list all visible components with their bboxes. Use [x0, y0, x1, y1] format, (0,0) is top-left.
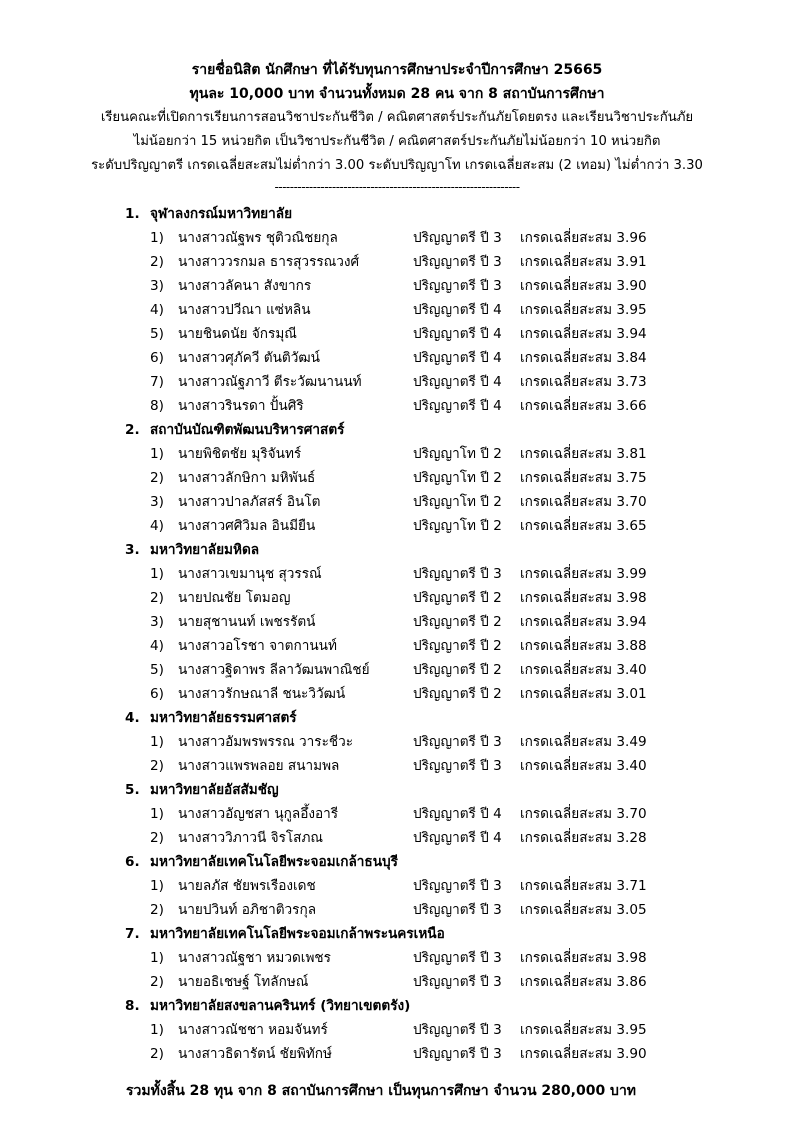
student-gpa: เกรดเฉลี่ยสะสม 3.84	[520, 350, 647, 366]
student-gpa: เกรดเฉลี่ยสะสม 3.98	[520, 950, 647, 966]
student-name: นายอธิเชษฐ์ โทลักษณ์	[178, 974, 309, 990]
student-name: นางสาวอโรชา จาตกานนท์	[178, 638, 337, 654]
student-degree: ปริญญาตรี ปี 4	[413, 830, 502, 846]
student-index: 5)	[150, 662, 164, 678]
institution-heading	[0, 994, 794, 1018]
institution-name: มหาวิทยาลัยธรรมศาสตร์	[150, 710, 297, 726]
institution-name: จุฬาลงกรณ์มหาวิทยาลัย	[150, 206, 293, 222]
student-gpa: เกรดเฉลี่ยสะสม 3.81	[520, 446, 647, 462]
student-row	[0, 274, 794, 298]
student-row	[0, 682, 794, 706]
student-degree: ปริญญาตรี ปี 2	[413, 614, 502, 630]
student-degree: ปริญญาตรี ปี 2	[413, 662, 502, 678]
student-degree: ปริญญาโท ปี 2	[413, 518, 502, 534]
student-name: นายชินดนัย จักรมุณี	[178, 326, 297, 342]
student-row	[0, 610, 794, 634]
student-gpa: เกรดเฉลี่ยสะสม 3.66	[520, 398, 647, 414]
student-row	[0, 898, 794, 922]
student-name: นางสาวรักษณาลี ชนะวิวัฒน์	[178, 686, 346, 702]
student-degree: ปริญญาตรี ปี 4	[413, 302, 502, 318]
student-name: นางสาวแพรพลอย สนามพล	[178, 758, 340, 774]
criteria-line: ไม่น้อยกว่า 15 หน่วยกิต เป็นวิชาประกันชีวิต / คณิตศาสตร์ประกันภัยไม่น้อยกว่า 10 หน่วยกิต	[133, 134, 661, 149]
student-degree: ปริญญาตรี ปี 3	[413, 566, 502, 582]
student-degree: ปริญญาตรี ปี 3	[413, 278, 502, 294]
document-subtitle: ทุนละ 10,000 บาท จำนวนทั้งหมด 28 คน จาก 8 สถาบันการศึกษา	[189, 86, 605, 102]
student-degree: ปริญญาตรี ปี 4	[413, 350, 502, 366]
student-degree: ปริญญาตรี ปี 3	[413, 1022, 502, 1038]
student-gpa: เกรดเฉลี่ยสะสม 3.40	[520, 662, 647, 678]
student-index: 1)	[150, 446, 164, 462]
student-index: 2)	[150, 830, 164, 846]
student-gpa: เกรดเฉลี่ยสะสม 3.90	[520, 278, 647, 294]
student-index: 2)	[150, 1046, 164, 1062]
student-gpa: เกรดเฉลี่ยสะสม 3.90	[520, 1046, 647, 1062]
student-row	[0, 226, 794, 250]
student-degree: ปริญญาตรี ปี 3	[413, 230, 502, 246]
institution-number: 6.	[125, 854, 140, 870]
student-index: 1)	[150, 1022, 164, 1038]
student-row	[0, 250, 794, 274]
student-gpa: เกรดเฉลี่ยสะสม 3.91	[520, 254, 647, 270]
student-name: นางสาวณัฐชา หมวดเพชร	[178, 950, 331, 966]
student-name: นางสาวณัฐพร ชุติวณิชยกุล	[178, 230, 338, 246]
student-gpa: เกรดเฉลี่ยสะสม 3.01	[520, 686, 647, 702]
student-row	[0, 586, 794, 610]
student-index: 4)	[150, 638, 164, 654]
student-row	[0, 970, 794, 994]
student-index: 1)	[150, 806, 164, 822]
student-degree: ปริญญาตรี ปี 4	[413, 326, 502, 342]
institution-number: 3.	[125, 542, 140, 558]
student-name: นางสาวณัชชา หอมจันทร์	[178, 1022, 328, 1038]
institution-heading	[0, 202, 794, 226]
student-index: 1)	[150, 878, 164, 894]
student-row	[0, 754, 794, 778]
student-degree: ปริญญาตรี ปี 4	[413, 374, 502, 390]
student-degree: ปริญญาตรี ปี 3	[413, 758, 502, 774]
institution-heading	[0, 706, 794, 730]
student-name: นางสาวฐิดาพร ลีลาวัฒนพาณิชย์	[178, 662, 370, 678]
student-name: นางสาวณัฐภาวี ตีระวัฒนานนท์	[178, 374, 362, 390]
student-name: นายปณชัย โตมอญ	[178, 590, 291, 606]
institution-name: มหาวิทยาลัยเทคโนโลยีพระจอมเกล้าพระนครเหนือ	[150, 926, 445, 942]
student-degree: ปริญญาโท ปี 2	[413, 494, 502, 510]
student-name: นางสาวธิดารัตน์ ชัยพิทักษ์	[178, 1046, 332, 1062]
student-name: นายสุชานนท์ เพชรรัตน์	[178, 614, 316, 630]
student-degree: ปริญญาตรี ปี 3	[413, 734, 502, 750]
student-index: 3)	[150, 278, 164, 294]
institution-heading	[0, 850, 794, 874]
institution-number: 4.	[125, 710, 140, 726]
document-title: รายชื่อนิสิต นักศึกษา ที่ได้รับทุนการศึกษาประจำปีการศึกษา 25665	[191, 62, 603, 78]
student-index: 7)	[150, 374, 164, 390]
student-gpa: เกรดเฉลี่ยสะสม 3.98	[520, 590, 647, 606]
student-row	[0, 322, 794, 346]
student-gpa: เกรดเฉลี่ยสะสม 3.99	[520, 566, 647, 582]
student-row	[0, 514, 794, 538]
student-degree: ปริญญาตรี ปี 4	[413, 398, 502, 414]
student-degree: ปริญญาตรี ปี 3	[413, 902, 502, 918]
student-index: 8)	[150, 398, 164, 414]
student-name: นางสาวศุภัควี ตันติวัฒน์	[178, 350, 320, 366]
institution-heading	[0, 922, 794, 946]
document-header	[0, 58, 794, 194]
institution-number: 1.	[125, 206, 140, 222]
student-index: 4)	[150, 518, 164, 534]
institution-heading	[0, 538, 794, 562]
student-index: 1)	[150, 950, 164, 966]
student-degree: ปริญญาตรี ปี 3	[413, 1046, 502, 1062]
student-degree: ปริญญาตรี ปี 2	[413, 638, 502, 654]
institution-heading	[0, 418, 794, 442]
student-index: 1)	[150, 566, 164, 582]
student-index: 6)	[150, 350, 164, 366]
student-name: นางสาวเขมานุช สุวรรณ์	[178, 566, 322, 582]
student-gpa: เกรดเฉลี่ยสะสม 3.70	[520, 806, 647, 822]
student-degree: ปริญญาตรี ปี 3	[413, 974, 502, 990]
student-gpa: เกรดเฉลี่ยสะสม 3.05	[520, 902, 647, 918]
student-row	[0, 442, 794, 466]
student-gpa: เกรดเฉลี่ยสะสม 3.88	[520, 638, 647, 654]
student-name: นายลภัส ชัยพรเรืองเดช	[178, 878, 316, 894]
student-gpa: เกรดเฉลี่ยสะสม 3.28	[520, 830, 647, 846]
student-row	[0, 346, 794, 370]
student-name: นางสาวศศิวิมล อินมียืน	[178, 518, 316, 534]
student-degree: ปริญญาโท ปี 2	[413, 446, 502, 462]
student-index: 2)	[150, 902, 164, 918]
student-index: 2)	[150, 758, 164, 774]
student-degree: ปริญญาตรี ปี 3	[413, 254, 502, 270]
student-degree: ปริญญาตรี ปี 4	[413, 806, 502, 822]
student-gpa: เกรดเฉลี่ยสะสม 3.40	[520, 758, 647, 774]
student-index: 2)	[150, 974, 164, 990]
student-index: 4)	[150, 302, 164, 318]
institution-name: มหาวิทยาลัยสงขลานครินทร์ (วิทยาเขตตรัง)	[150, 998, 411, 1014]
institution-number: 8.	[125, 998, 140, 1014]
student-gpa: เกรดเฉลี่ยสะสม 3.86	[520, 974, 647, 990]
student-row	[0, 1042, 794, 1066]
student-gpa: เกรดเฉลี่ยสะสม 3.65	[520, 518, 647, 534]
student-row	[0, 298, 794, 322]
student-row	[0, 658, 794, 682]
student-index: 5)	[150, 326, 164, 342]
student-gpa: เกรดเฉลี่ยสะสม 3.96	[520, 230, 647, 246]
student-gpa: เกรดเฉลี่ยสะสม 3.94	[520, 326, 647, 342]
institution-name: มหาวิทยาลัยอัสสัมชัญ	[150, 782, 279, 798]
student-index: 1)	[150, 734, 164, 750]
student-row	[0, 730, 794, 754]
student-name: นางสาวปาลภัสสร์ อินโต	[178, 494, 321, 510]
institution-number: 5.	[125, 782, 140, 798]
institution-name: มหาวิทยาลัยเทคโนโลยีพระจอมเกล้าธนบุรี	[150, 854, 398, 870]
student-name: นางสาวอัญชสา นุกูลอึ้งอารี	[178, 806, 339, 822]
student-index: 1)	[150, 230, 164, 246]
summary-total: รวมทั้งสิ้น 28 ทุน จาก 8 สถาบันการศึกษา เป็นทุนการศึกษา จำนวน 280,000 บาท	[126, 1083, 637, 1099]
student-row	[0, 394, 794, 418]
institution-name: มหาวิทยาลัยมหิดล	[150, 542, 260, 558]
institution-heading	[0, 778, 794, 802]
criteria-line: ระดับปริญญาตรี เกรดเฉลี่ยสะสมไม่ต่ำกว่า 3.00 ระดับปริญญาโท เกรดเฉลี่ยสะสม (2 เทอม) ไม่ต่ำกว่า 3.30	[91, 158, 703, 173]
student-index: 2)	[150, 254, 164, 270]
student-name: นางสาววรกมล ธารสุวรรณวงศ์	[178, 254, 360, 270]
student-index: 2)	[150, 590, 164, 606]
student-index: 3)	[150, 614, 164, 630]
student-gpa: เกรดเฉลี่ยสะสม 3.95	[520, 1022, 647, 1038]
student-degree: ปริญญาตรี ปี 3	[413, 878, 502, 894]
criteria-line: เรียนคณะที่เปิดการเรียนการสอนวิชาประกันชีวิต / คณิตศาสตร์ประกันภัยโดยตรง และเรียนวิชาประกันภัย	[100, 110, 694, 125]
student-index: 3)	[150, 494, 164, 510]
student-degree: ปริญญาตรี ปี 2	[413, 686, 502, 702]
student-gpa: เกรดเฉลี่ยสะสม 3.94	[520, 614, 647, 630]
student-row	[0, 874, 794, 898]
student-degree: ปริญญาตรี ปี 2	[413, 590, 502, 606]
student-gpa: เกรดเฉลี่ยสะสม 3.75	[520, 470, 647, 486]
student-name: นายปวินท์ อภิชาติวรกุล	[178, 902, 317, 918]
student-gpa: เกรดเฉลี่ยสะสม 3.70	[520, 494, 647, 510]
student-name: นางสาวปวีณา แซ่หลิน	[178, 302, 311, 318]
institution-name: สถาบันบัณฑิตพัฒนบริหารศาสตร์	[150, 422, 345, 438]
student-name: นางสาวลัคนา สังขากร	[178, 278, 312, 294]
student-name: นางสาวอัมพรพรรณ วาระชีวะ	[178, 734, 354, 750]
student-row	[0, 946, 794, 970]
student-name: นางสาวรินรดา ปั้นศิริ	[178, 398, 304, 414]
student-row	[0, 562, 794, 586]
divider-line: ----------------------------------------------------------------	[274, 180, 520, 194]
student-gpa: เกรดเฉลี่ยสะสม 3.49	[520, 734, 647, 750]
institution-number: 7.	[125, 926, 140, 942]
student-name: นางสาวลักษิกา มหิพันธ์	[178, 470, 316, 486]
student-row	[0, 1018, 794, 1042]
student-row	[0, 802, 794, 826]
student-row	[0, 634, 794, 658]
student-degree: ปริญญาตรี ปี 3	[413, 950, 502, 966]
student-row	[0, 466, 794, 490]
student-row	[0, 826, 794, 850]
student-gpa: เกรดเฉลี่ยสะสม 3.95	[520, 302, 647, 318]
student-row	[0, 490, 794, 514]
scholarship-list	[0, 202, 794, 1066]
student-degree: ปริญญาโท ปี 2	[413, 470, 502, 486]
student-index: 6)	[150, 686, 164, 702]
student-name: นายพิชิตชัย มุริจันทร์	[178, 446, 302, 462]
student-gpa: เกรดเฉลี่ยสะสม 3.71	[520, 878, 647, 894]
student-row	[0, 370, 794, 394]
student-name: นางสาววิภาวนี จิรโสภณ	[178, 830, 324, 846]
institution-number: 2.	[125, 422, 140, 438]
student-gpa: เกรดเฉลี่ยสะสม 3.73	[520, 374, 647, 390]
student-index: 2)	[150, 470, 164, 486]
